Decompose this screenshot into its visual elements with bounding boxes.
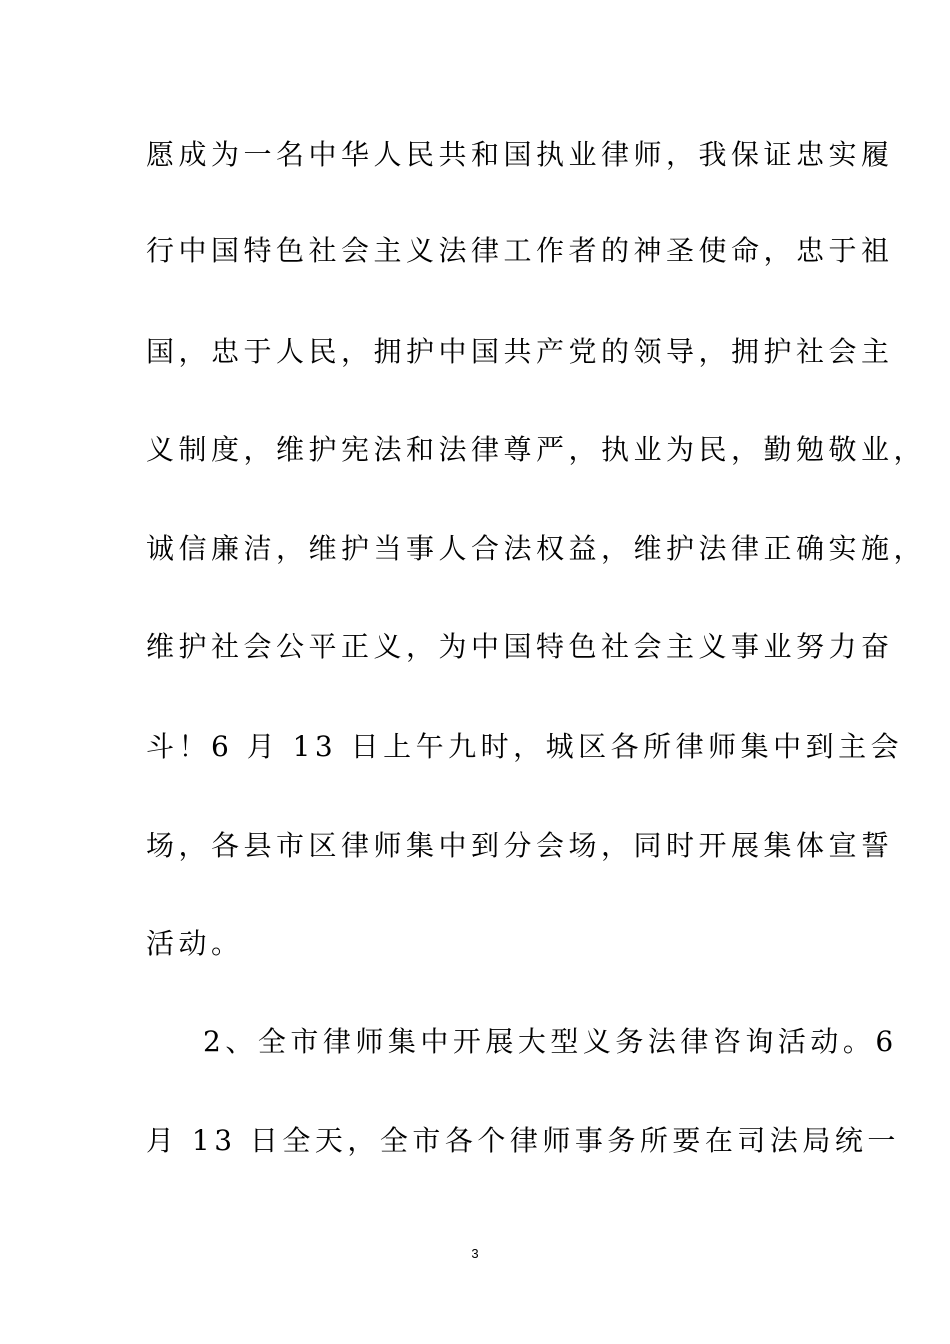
paragraph-line: 2、全市律师集中开展大型义务法律咨询活动。6: [203, 1025, 898, 1058]
paragraph-line: 场，各县市区律师集中到分会场，同时开展集体宣誓: [146, 829, 894, 862]
paragraph-line: 行中国特色社会主义法律工作者的神圣使命，忠于祖: [146, 234, 894, 267]
paragraph-line: 义制度，维护宪法和法律尊严，执业为民，勤勉敬业，: [146, 433, 927, 466]
paragraph-line: 愿成为一名中华人民共和国执业律师，我保证忠实履: [146, 138, 894, 171]
paragraph-line: 月 13 日全天，全市各个律师事务所要在司法局统一: [146, 1124, 900, 1157]
paragraph-line: 国，忠于人民，拥护中国共产党的领导，拥护社会主: [146, 335, 894, 368]
page-number: 3: [471, 1246, 479, 1261]
paragraph-line: 斗！6 月 13 日上午九时，城区各所律师集中到主会: [146, 730, 904, 763]
paragraph-line: 诚信廉洁，维护当事人合法权益，维护法律正确实施，: [146, 532, 927, 565]
paragraph-line: 维护社会公平正义，为中国特色社会主义事业努力奋: [146, 630, 894, 663]
paragraph-line: 活动。: [146, 927, 244, 960]
